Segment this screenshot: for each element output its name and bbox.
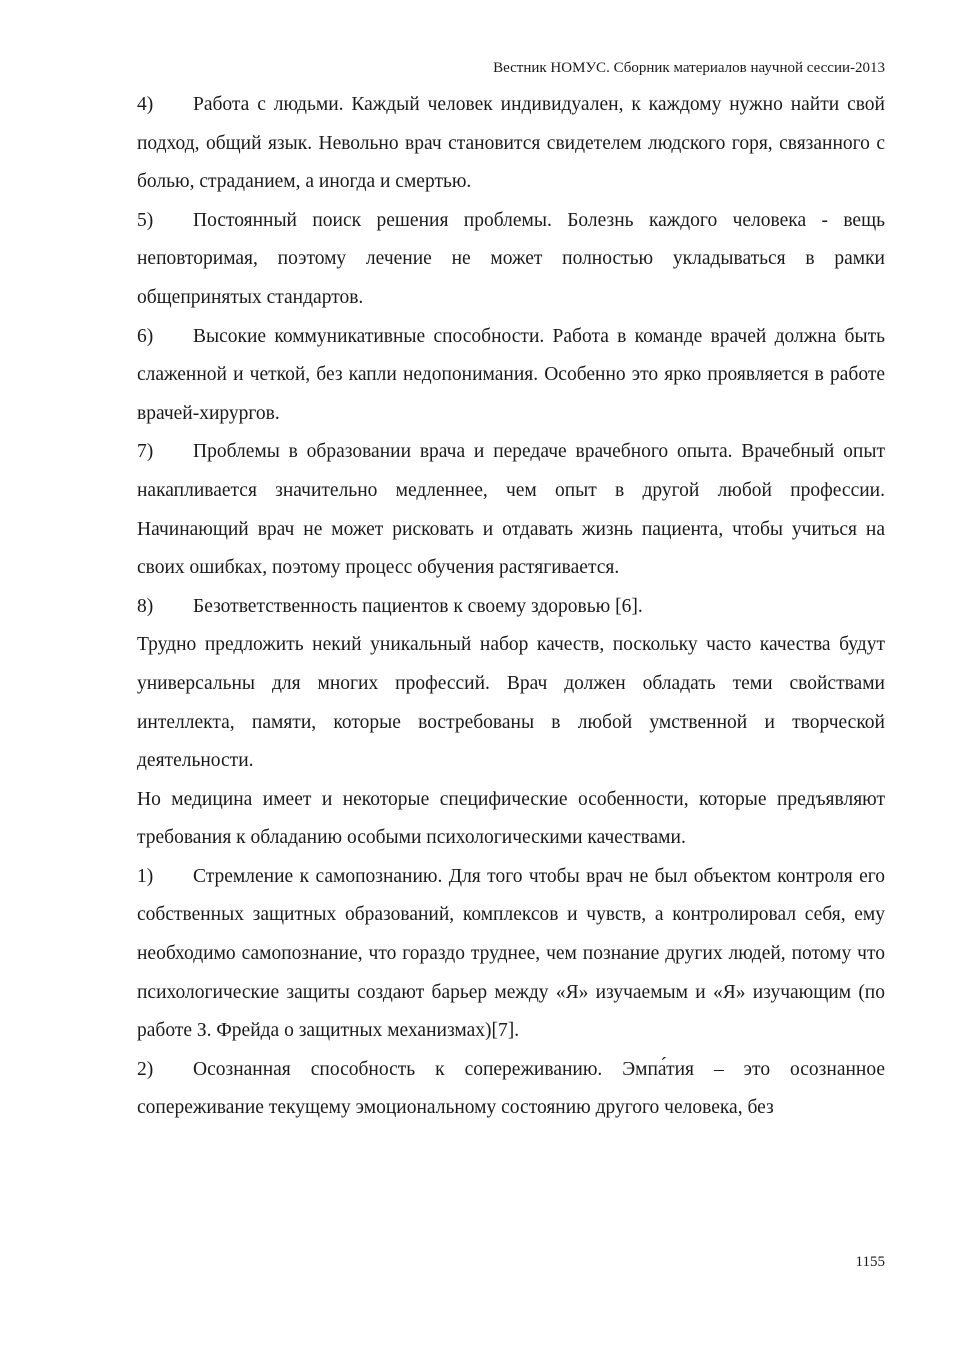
paragraph-text: Безответственность пациентов к своему здоровью [6]. (193, 595, 643, 617)
list-item-5 (137, 202, 885, 318)
paragraph-text: Стремление к самопознанию. Для того чтобы врач не был объектом контроля его собственных защитных образований, комплексов и чувств, а контролировал себя, ему необходимо самопознание, что гораздо труднее, чем познание других людей, потому что психологические защиты создают барьер между «Я» изучаемым и «Я» изучающим (по работе З. Фрейда о защитных механизмах)[7]. (137, 865, 885, 1042)
list-number: 6) (137, 325, 154, 347)
list-number: 5) (137, 209, 154, 231)
paragraph-text: Проблемы в образовании врача и передаче врачебного опыта. Врачебный опыт накапливается значительно медленнее, чем опыт в другой любой профессии. Начинающий врач не может рисковать и отдавать жизнь пациента, чтобы учиться на своих ошибках, поэтому процесс обучения растягивается. (137, 441, 885, 579)
list-number: 4) (137, 94, 154, 115)
paragraph-text: Высокие коммуникативные способности. Работа в команде врачей должна быть слаженной и четкой, без капли недопонимания. Особенно это ярко проявляется в работе врачей-хирургов. (137, 325, 885, 424)
list-number: 2) (137, 1058, 154, 1080)
list-item-4 (137, 86, 885, 202)
body-paragraph: Трудно предложить некий уникальный набор качеств, поскольку часто качества будут универсальны для многих профессий. Врач должен обладать теми свойствами интеллекта, памяти, которые востребованы в любой умственной и творческой деятельности. (137, 634, 885, 772)
page-number: 1155 (855, 1254, 885, 1270)
page-body (137, 86, 885, 1128)
running-header: Вестник НОМУС. Сборник материалов научной сессии-2013 (493, 60, 885, 76)
paragraph-text: Постоянный поиск решения проблемы. Болезнь каждого человека - вещь неповторимая, поэтому лечение не может полностью укладываться в рамки общепринятых стандартов. (137, 209, 885, 308)
paragraph-text: Осознанная способность к сопереживанию. Эмпа́тия – это осознанное сопереживание текущему эмоциональному состоянию другого человека, без (137, 1058, 885, 1119)
list-number: 8) (137, 595, 154, 617)
list-item-8 (137, 588, 885, 627)
list-item-1 (137, 858, 885, 1051)
paragraph-text: Работа с людьми. Каждый человек индивидуален, к каждому нужно найти свой подход, общий язык. Невольно врач становится свидетелем людского горя, связанного с болью, страданием, а иногда и смертью. (137, 94, 885, 193)
list-item-6 (137, 318, 885, 434)
list-item-7 (137, 433, 885, 587)
list-number: 1) (137, 865, 154, 887)
list-item-2 (137, 1051, 885, 1128)
list-number: 7) (137, 441, 154, 463)
body-paragraph: Но медицина имеет и некоторые специфические особенности, которые предъявляют требования к обладанию особыми психологическими качествами. (137, 788, 885, 849)
